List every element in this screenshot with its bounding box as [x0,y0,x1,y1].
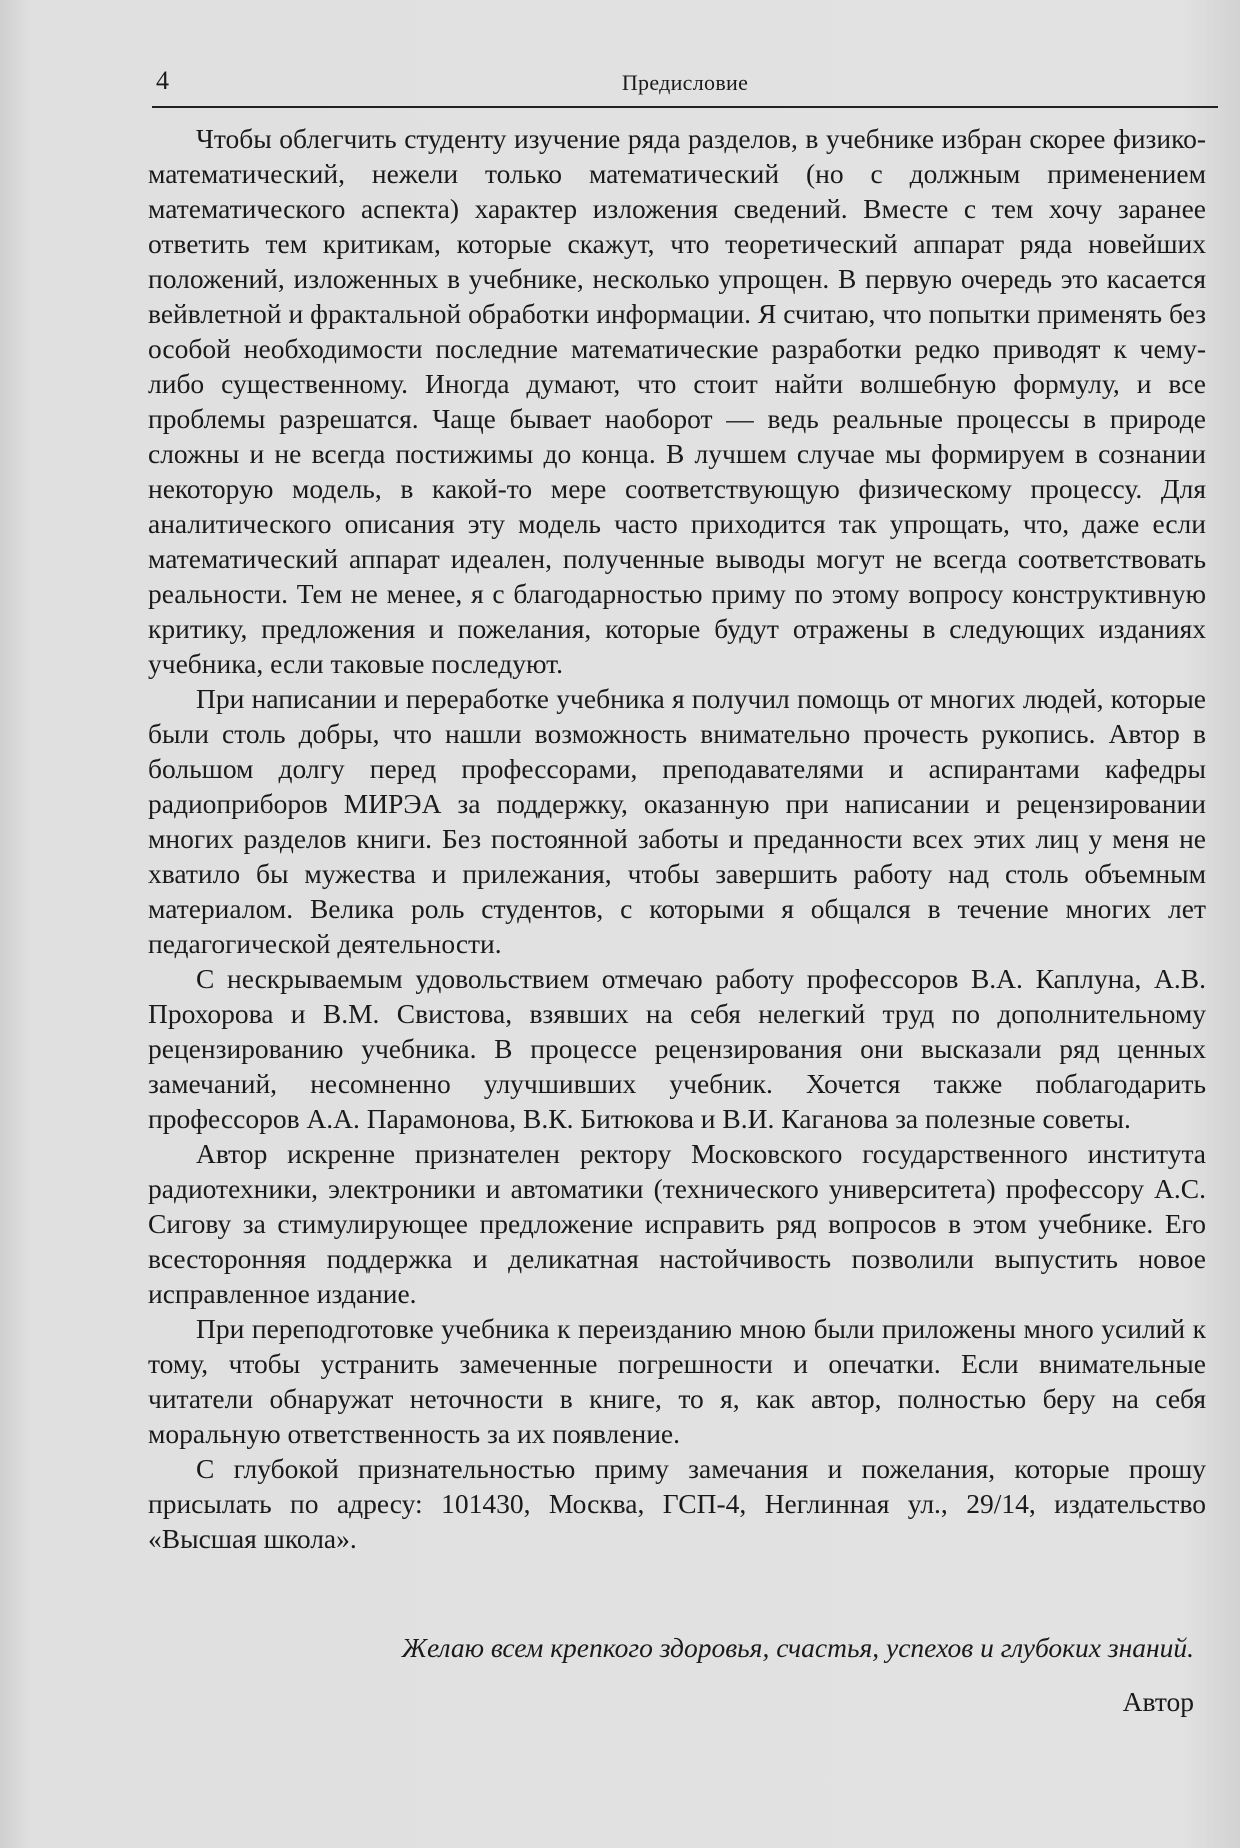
closing-wish: Желаю всем крепкого здоровья, счастья, успехов и глубоких знаний. [401,1632,1194,1663]
paragraph-6: С глубокой признательностью приму замечания и пожелания, которые прошу присылать по адресу: 101430, Москва, ГСП-4, Неглинная ул., 29/14, издательство «Высшая школа». [148,1453,1206,1554]
page-header [152,62,1218,108]
body-text [148,121,1206,1556]
running-title: Предисловие [621,70,749,95]
paragraph-2: При написании и переработке учебника я получил помощь от многих людей, которые были столь добры, что нашли возможность внимательно прочесть рукопись. Автор в большом долгу перед профессорами, преподавателями и аспирантами кафедры радиоприборов МИРЭА за поддержку, оказанную при написании и рецензировании многих разделов книги. Без постоянной заботы и преданности всех этих лиц у меня не хватило бы мужества и прилежания, чтобы завершить работу над столь объемным материалом. Велика роль студентов, с которыми я общался в течение многих лет педагогической деятельности. [148,683,1206,959]
page-number: 4 [156,66,169,95]
paragraph-1: Чтобы облегчить студенту изучение ряда разделов, в учебнике избран скорее физико-математический, нежели только математический (но с должным применением математического аспекта) характер изложения сведений. Вместе с тем хочу заранее ответить тем критикам, которые скажут, что теоретический аппарат ряда новейших положений, изложенных в учебнике, несколько упрощен. В первую очередь это касается вейвлетной и фрактальной обработки информации. Я считаю, что попытки применять без особой необходимости последние математические разработки редко приводят к чему-либо существенному. Иногда думают, что стоит найти волшебную формулу, и все проблемы разрешатся. Чаще бывает наоборот — ведь реальные процессы в природе сложны и не всегда постижимы до конца. В лучшем случае мы формируем в сознании некоторую модель, в какой-то мере соответствующую физическому процессу. Для аналитического описания эту модель часто приходится так упрощать, что, даже если математический аппарат идеален, полученные выводы могут не всегда соответствовать реальности. Тем не менее, я с благодарностью приму по этому вопросу конструктивную критику, предложения и пожелания, которые будут отражены в следующих изданиях учебника, если таковые последуют. [148,123,1206,679]
paragraph-5: При переподготовке учебника к переизданию мною были приложены много усилий к тому, чтобы устранить замеченные погрешности и опечатки. Если внимательные читатели обнаружат неточности в книге, то я, как автор, полностью беру на себя моральную ответственность за их появление. [148,1313,1206,1449]
paragraph-4: Автор искренне признателен ректору Московского государственного института радиотехники, электроники и автоматики (технического университета) профессору А.С. Сигову за стимулирующее предложение исправить ряд вопросов в этом учебнике. Его всесторонняя поддержка и деликатная настойчивость позволили выпустить новое исправленное издание. [148,1138,1206,1309]
author-signature: Автор [1122,1686,1194,1717]
paragraph-3: С нескрываемым удовольствием отмечаю работу профессоров В.А. Каплуна, А.В. Прохорова и В.М. Свистова, взявших на себя нелегкий труд по дополнительному рецензированию учебника. В процессе рецензирования они высказали ряд ценных замечаний, несомненно улучшивших учебник. Хочется также поблагодарить профессоров А.А. Парамонова, В.К. Битюкова и В.И. Каганова за полезные советы. [148,963,1206,1134]
